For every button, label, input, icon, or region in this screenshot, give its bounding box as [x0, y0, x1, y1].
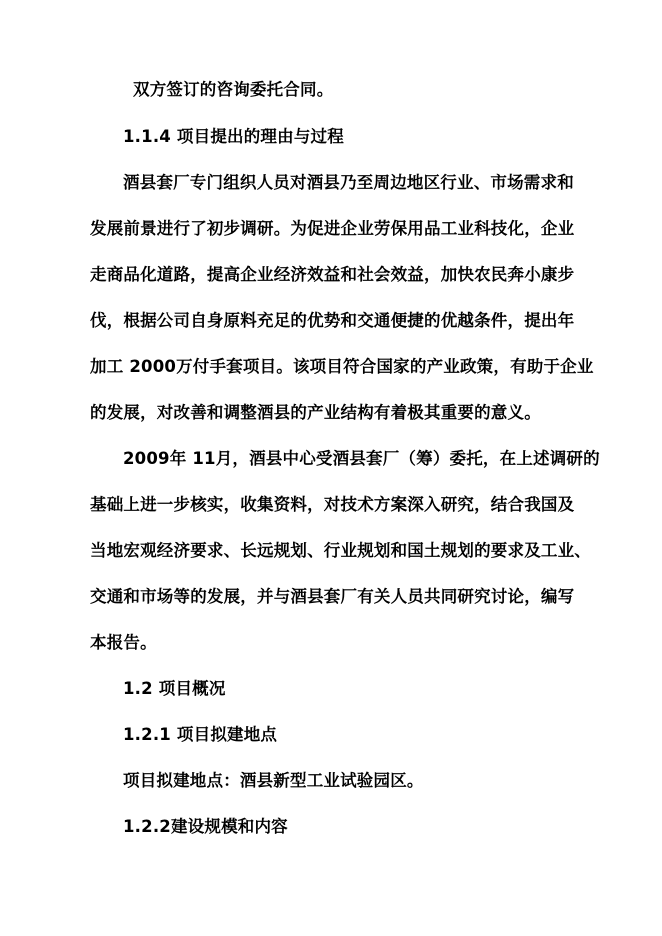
section-heading-1-1-4: 1.1.4 项目提出的理由与过程: [123, 127, 344, 146]
paragraph-line-contract: 双方签订的咨询委托合同。: [133, 80, 334, 99]
paragraph-line: 走商品化道路，提高企业经济效益和社会效益，加快农民奔小康步: [90, 265, 575, 284]
section-heading-1-2-2: 1.2.2建设规模和内容: [123, 817, 288, 836]
paragraph-line: 当地宏观经济要求、长远规划、行业规划和国土规划的要求及工业、: [90, 541, 591, 560]
paragraph-line: 2009年 11月，酒县中心受酒县套厂（筹）委托，在上述调研的: [123, 449, 600, 468]
paragraph-line: 交通和市场等的发展，并与酒县套厂有关人员共同研究讨论，编写: [90, 587, 575, 606]
paragraph-line-location: 项目拟建地点：酒县新型工业试验园区。: [123, 771, 424, 790]
paragraph-line: 基础上进一步核实，收集资料，对技术方案深入研究，结合我国及: [90, 495, 575, 514]
paragraph-line: 酒县套厂专门组织人员对酒县乃至周边地区行业、市场需求和: [123, 173, 574, 192]
paragraph-line: 的发展，对改善和调整酒县的产业结构有着极其重要的意义。: [90, 403, 541, 422]
section-heading-1-2-1: 1.2.1 项目拟建地点: [123, 725, 278, 744]
paragraph-line: 发展前景进行了初步调研。为促进企业劳保用品工业科技化，企业: [90, 219, 575, 238]
paragraph-line: 加工 2000万付手套项目。该项目符合国家的产业政策，有助于企业: [90, 357, 594, 376]
paragraph-line: 伐，根据公司自身原料充足的优势和交通便捷的优越条件，提出年: [90, 311, 575, 330]
paragraph-line: 本报告。: [90, 633, 157, 652]
section-heading-1-2: 1.2 项目概况: [123, 679, 226, 698]
